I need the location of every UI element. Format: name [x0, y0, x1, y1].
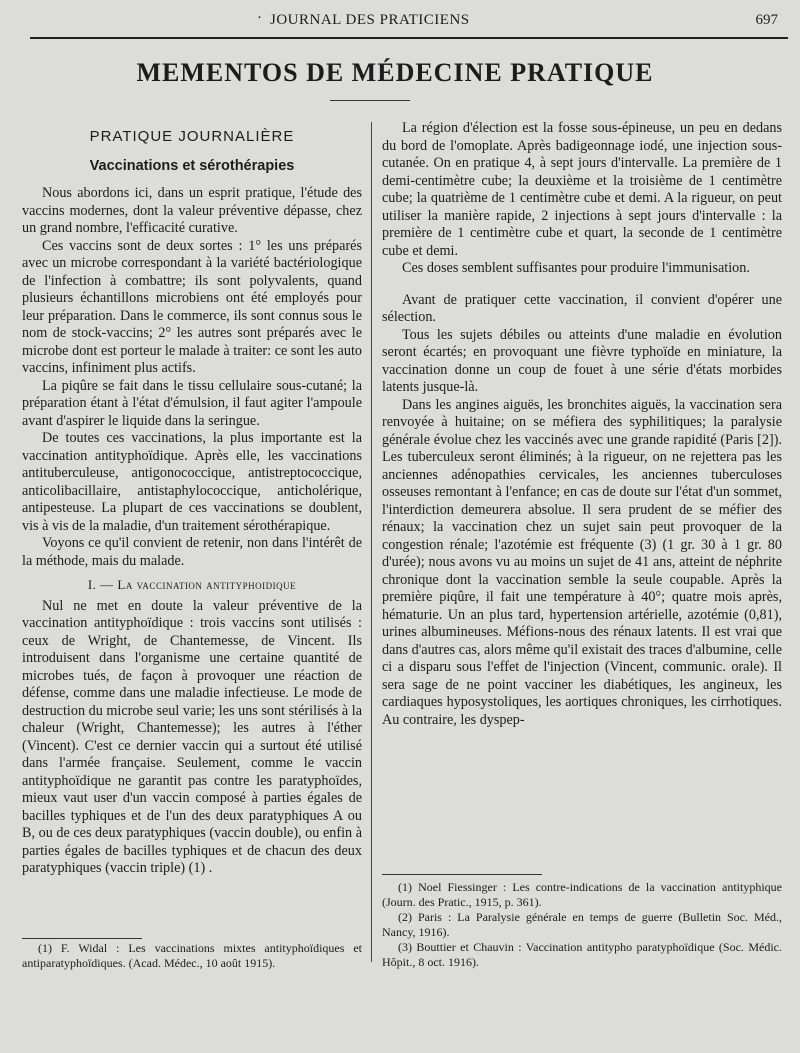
paragraph: Tous les sujets débiles ou atteints d'une maladie en évolution seront écartés; en provoquant une fièvre typhoïde en miniature, la vaccination donne un coup de fouet à une série d'états morbides latents jusque-là.: [382, 326, 782, 395]
paragraph: De toutes ces vaccinations, la plus importante est la vaccination antityphoïdique. Après elle, les vaccinations antituberculeuse, antigonococcique, antistreptococcique, anticolibacillaire, antistaphylococcique, anticholérique, antipesteuse. La plupart de ces vaccinations se doublent, vis à vis de la maladie, d'un traitement sérothérapique.: [22, 430, 362, 534]
paragraph: Dans les angines aiguës, les bronchites aiguës, la vaccination sera renvoyée à huitaine; on se méfiera des syphilitiques; la paralysie générale évolue chez les vaccinés avec une grande rapidité (Paris [2]). Les tuberculeux seront éliminés; à la rigueur, on ne rejettera pas les anciennes adénopathies cervicales, les anciennes tuberculoses osseuses remontant à l'enfance; en cas de doute sur l'état d'un sommet, l'interdiction demeurera absolue. Il sera prudent de se méfier des rénaux; la vaccination chez un sujet sain peut provoquer de la congestion rénale; l'azotémie est fréquente (3) (1 gr. 30 à 1 gr. 80 d'urée); nous avons vu au moins un sujet de 41 ans, atteint de néphrite chronique dont la vaccination semble la seule coupable. Après la première piqûre, il fait une température à 40°; quatre mois après, hématurie. Un an plus tard, hypertension artérielle, azotémie (0,81), urines albumineuses. Méfions-nous des rénaux latents. Il est vrai que dans d'autres cas, alors même qu'il existait des traces d'albumine, celle ci a disparu sous l'effet de l'injection (Vincent, communic. orale). Il sera sage de ne point vacciner les diabétiques, les angineux, les cardiaques hyposystoliques, les aortiques chroniques, les cirrhotiques. Au contraire, les dyspep-: [382, 396, 782, 728]
right-column: [382, 120, 782, 729]
title-rule: [330, 100, 410, 101]
footnote: (2) Paris : La Paralysie générale en temps de guerre (Bulletin Soc. Méd., Nancy, 1916).: [382, 910, 782, 939]
column-divider: [371, 122, 372, 962]
paragraph: Ces doses semblent suffisantes pour produire l'immunisation.: [402, 260, 750, 276]
header-rule: [30, 37, 788, 39]
footnotes-left: [22, 941, 362, 971]
paragraph: Ces vaccins sont de deux sortes : 1° les uns préparés avec un microbe correspondant à la variété bactériologique de l'infection à combattre; ils sont polyvalents, quand plusieurs échantillons microbiens ont été employés pour leur préparation. Dans le commerce, ils sont connus sous le nom de stock-vaccins; 2° les autres sont préparés avec le microbe dont est porteur le malade à traiter: ce sont les auto vaccins, infiniment plus actifs.: [22, 237, 362, 376]
section-title: MEMENTOS DE MÉDECINE PRATIQUE: [136, 58, 654, 87]
section-heading-text: La vaccination antityphoidique: [117, 577, 297, 592]
paragraph: La région d'élection est la fosse sous-épineuse, un peu en dedans du bord de l'omoplate. Après badigeonnage iodé, une injection sous-cutanée. On en pratique 4, à sept jours d'intervalle. La première de 1 demi-centimètre cube; la deuxième et la troisième de 1 centimètre cube; la quatrième de 1 centimètre cube et demi. A la rigueur, on peut utiliser la manière rapide, 2 injections à sept jours d'intervalle : la première de 1 centimètre cube et quart, la seconde de 1 centimètre cube et demi.: [382, 120, 782, 259]
footnote: (1) F. Widal : Les vaccinations mixtes antityphoïdiques et antiparatyphoïdiques. (Acad. Médec., 10 août 1915).: [22, 941, 362, 970]
footnote-rule-left: [22, 938, 142, 939]
section-heading-i: [22, 576, 362, 594]
paragraph: La piqûre se fait dans le tissu cellulaire sous-cutané; la préparation étant à l'état d'émulsion, il faut agiter l'ampoule avant d'aspirer le liquide dans la seringue.: [22, 377, 362, 429]
article-subheading: Vaccinations et sérothérapies: [89, 157, 295, 174]
paragraph: Nous abordons ici, dans un esprit pratique, l'étude des vaccins modernes, dont la valeur préventive dépasse, chez un grand nombre, l'efficacité curative.: [22, 185, 362, 236]
paragraph: Voyons ce qu'il convient de retenir, non dans l'intérêt de la méthode, mais du malade.: [22, 535, 362, 569]
page-number: 697: [755, 12, 778, 28]
footnote: (1) Noel Fiessinger : Les contre-indications de la vaccination antityphique (Journ. des Pratic., 1915, p. 361).: [382, 880, 782, 909]
footnote-rule-right: [382, 874, 542, 875]
running-header: [30, 10, 790, 34]
left-column: [22, 122, 362, 878]
footnotes-right: [382, 880, 782, 970]
paragraph-gap: [382, 278, 782, 292]
paragraph: Nul ne met en doute la valeur préventive de la vaccination antityphoïdique : trois vaccins sont utilisés : ceux de Wright, de Chantemesse, de Vincent. Ils introduisent dans l'organisme une certaine quantité de microbes tués, de façon à provoquer une réaction de défense, comme dans une maladie infectieuse. Le mode de destruction du microbe seul varie; les uns sont stérilisés à la chaleur (Wright, Chantemesse); les autres à l'éther (Vincent). C'est ce dernier vaccin qui a surtout été utilisé dans l'armée française. Seulement, comme le vaccin antityphoïdique ne garantit pas contre les paratyphoïdes, mieux vaut user d'un vaccin composé à parties égales de bacilles typhiques et de l'un des deux paratyphiques A ou B, ou de ces deux paratyphiques (vaccin double), ou enfin à parties égales de bacilles typhiques et de chacun des deux paratyphiques (vaccin triple) (1) .: [22, 597, 362, 876]
footnote: (3) Bouttier et Chauvin : Vaccination antitypho paratyphoïdique (Soc. Médic. Hôpit., 8 oct. 1916).: [382, 940, 782, 969]
rubric-heading: PRATIQUE JOURNALIÈRE: [89, 128, 295, 145]
section-numeral: I. —: [87, 577, 114, 592]
journal-title: JOURNAL DES PRATICIENS: [270, 12, 470, 28]
paragraph: Avant de pratiquer cette vaccination, il convient d'opérer une sélection.: [382, 291, 782, 325]
header-dot: ·: [257, 10, 262, 26]
